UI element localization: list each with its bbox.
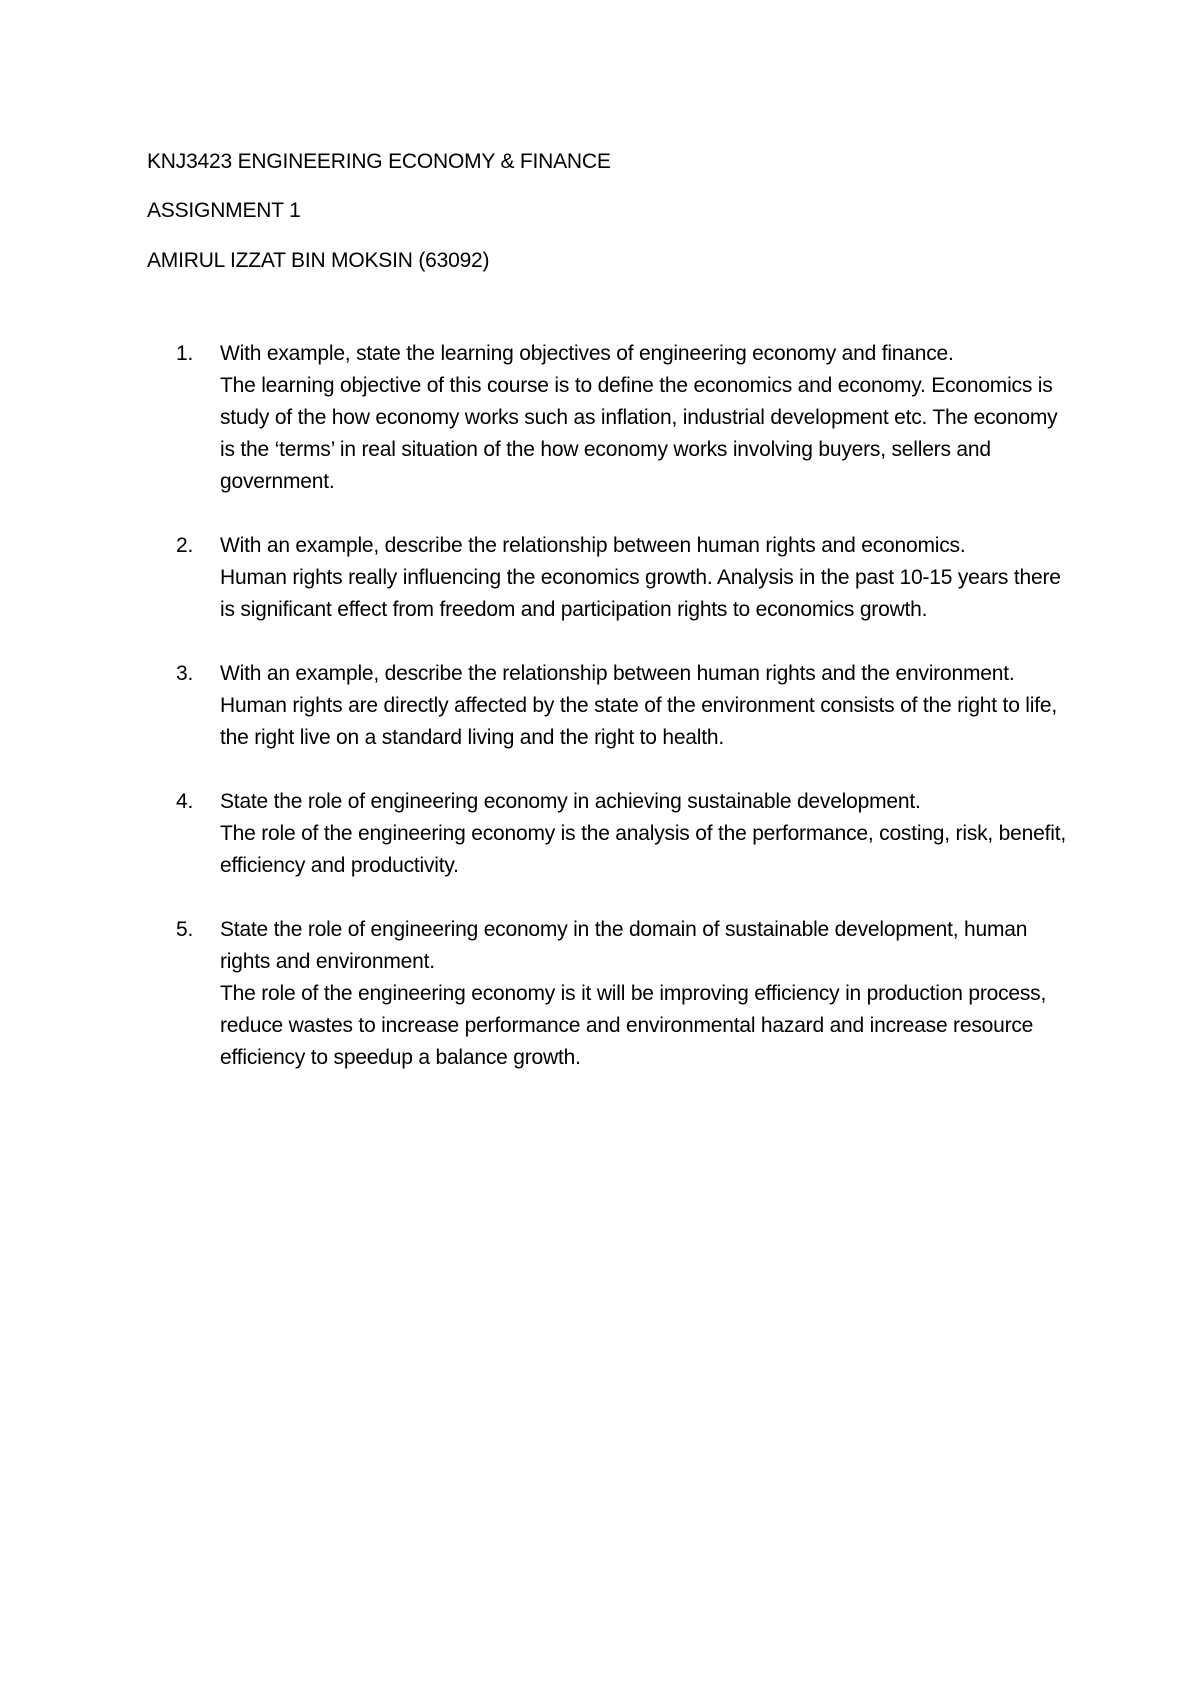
- question-number: 2.: [176, 534, 194, 557]
- question-item-1: [176, 338, 1076, 498]
- question-item-3: [176, 658, 1076, 754]
- question-number: 1.: [176, 342, 194, 365]
- question-text: State the role of engineering economy in achieving sustainable development.: [220, 790, 921, 813]
- answer-text: The role of the engineering economy is the analysis of the performance, costing, risk, benefit, efficiency and productivity.: [220, 822, 1066, 877]
- question-number: 5.: [176, 918, 194, 941]
- question-number: 4.: [176, 790, 194, 813]
- question-number: 3.: [176, 662, 194, 685]
- answer-text: Human rights really influencing the economics growth. Analysis in the past 10-15 years there is significant effect from freedom and participation rights to economics growth.: [220, 566, 1061, 621]
- question-text: State the role of engineering economy in the domain of sustainable development, human rights and environment.: [220, 918, 1028, 973]
- author-name: AMIRUL IZZAT BIN MOKSIN (63092): [147, 249, 490, 272]
- course-title: KNJ3423 ENGINEERING ECONOMY & FINANCE: [147, 150, 611, 173]
- question-text: With an example, describe the relationship between human rights and the environment.: [220, 662, 1015, 685]
- assignment-title: ASSIGNMENT 1: [147, 199, 301, 222]
- answer-text: Human rights are directly affected by the state of the environment consists of the right to life, the right live on a standard living and the right to health.: [220, 694, 1057, 749]
- question-item-5: [176, 914, 1076, 1074]
- question-text: With an example, describe the relationship between human rights and economics.: [220, 534, 966, 557]
- question-text: With example, state the learning objectives of engineering economy and finance.: [220, 342, 954, 365]
- answer-text: The role of the engineering economy is it will be improving efficiency in production process, reduce wastes to increase performance and environmental hazard and increase resource efficiency to speedup a balance growth.: [220, 982, 1047, 1069]
- answer-text: The learning objective of this course is to define the economics and economy. Economics is study of the how economy works such as inflation, industrial development etc. The economy is the ‘terms’ in real situation of the how economy works involving buyers, sellers and government.: [220, 374, 1058, 493]
- question-item-4: [176, 786, 1076, 882]
- question-list: [176, 338, 1076, 1106]
- question-item-2: [176, 530, 1076, 626]
